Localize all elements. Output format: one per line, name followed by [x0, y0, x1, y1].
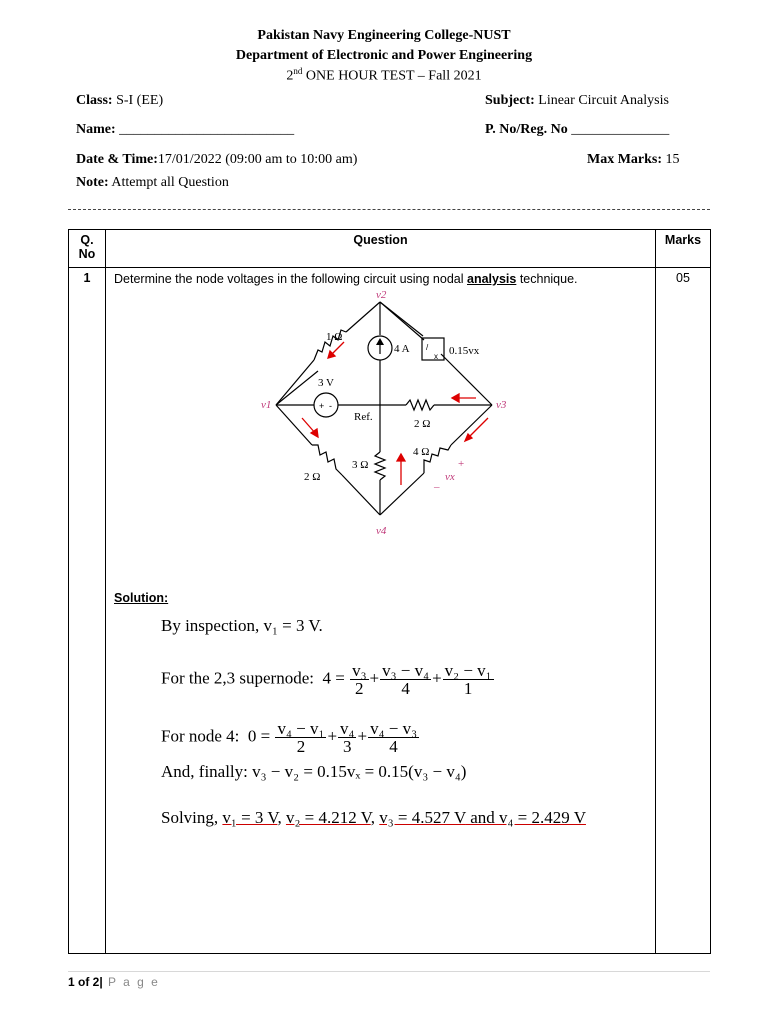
college-title: Pakistan Navy Engineering College-NUST	[257, 28, 511, 43]
col-header-qno: Q. No	[69, 230, 106, 268]
question-table	[68, 229, 711, 954]
svg-text:x: x	[434, 352, 438, 361]
label-3ohm: 3 Ω	[352, 459, 369, 471]
solution-line-1: By inspection, v₁ = 3 V.	[161, 616, 323, 635]
voltage-source-3v	[314, 393, 338, 417]
name-field: Name: _________________________	[76, 122, 295, 137]
label-dep-source: 0.15vx	[449, 345, 480, 357]
resistor-3ohm	[375, 452, 385, 480]
wire-v3-4ohm	[451, 405, 492, 445]
wire-4ohm-v4	[380, 473, 424, 515]
solution-line-3: For node 4: 0 = $\frac{\text{v₄ − v₁}}{2}$ + $\frac{\text{v₄}}{3}$ + $\frac{\text{v₄ − v₃}}{4}$	[161, 719, 418, 756]
label-v2: v2	[376, 290, 387, 301]
svg-text:/: /	[426, 343, 429, 352]
wire-v1-2ohm	[276, 405, 312, 445]
pno-field: P. No/Reg. No ______________	[485, 122, 670, 137]
solution-line-4: And, finally: v₃ − v₂ = 0.15vₓ = 0.15(v₃ − v₄)	[161, 762, 467, 781]
circuit-diagram	[256, 290, 526, 550]
label-vx-minus: –	[434, 481, 440, 493]
wire-2ohm-v4	[342, 475, 380, 515]
max-marks-field: Max Marks: 15	[587, 152, 680, 167]
label-vx: vx	[445, 471, 455, 483]
arrow-up-icon	[376, 338, 384, 345]
current-arrow-v3-v4	[468, 418, 488, 438]
svg-text:+: +	[319, 401, 325, 411]
separator-dashed	[68, 209, 710, 210]
row1-marks: 05	[656, 268, 711, 954]
label-ref: Ref.	[354, 411, 373, 423]
solution-line-5: Solving, v₁ = 3 V, v₂ = 4.212 V, v₃ = 4.527 V and v₄ = 2.429 V	[161, 808, 586, 827]
wire-v2-dep	[380, 302, 424, 340]
col-header-marks: Marks	[656, 230, 711, 268]
question-text: Determine the node voltages in the following circuit using nodal analysis technique.	[114, 272, 578, 286]
label-4ohm: 4 Ω	[413, 446, 430, 458]
label-2ohm-left: 2 Ω	[304, 471, 321, 483]
label-3v: 3 V	[318, 377, 334, 389]
wire-v2-1ohm	[346, 302, 380, 332]
class-field: Class: S-I (EE)	[76, 93, 164, 108]
row1-question	[106, 268, 656, 954]
label-v1: v1	[261, 399, 272, 411]
label-2ohm-right: 2 Ω	[414, 418, 431, 430]
label-vx-plus: +	[458, 458, 465, 470]
col-header-question: Question	[106, 230, 656, 268]
solution-line-2: For the 2,3 supernode: 4 = $\frac{\text{v₃}}{2}$ + $\frac{\text{v₃ − v₄}}{4}$ + $\frac{\text{v₂ − v₁}}{1}$	[161, 661, 492, 698]
row1-qno: 1	[69, 268, 106, 954]
solution-label: Solution:	[114, 591, 169, 605]
page-footer: 1 of 2| P a g e	[68, 975, 160, 989]
label-4a: 4 A	[394, 343, 410, 355]
subject-field: Subject: Linear Circuit Analysis	[485, 93, 669, 108]
note-field: Note: Attempt all Question	[76, 175, 229, 190]
department-title: Department of Electronic and Power Engineering	[235, 48, 533, 63]
wire-v1-1ohm	[276, 371, 318, 405]
test-title: 2nd ONE HOUR TEST – Fall 2021	[286, 66, 482, 84]
label-v4: v4	[376, 525, 387, 537]
footer-divider	[68, 971, 710, 972]
label-v3: v3	[496, 399, 507, 411]
svg-text:-: -	[329, 401, 332, 411]
resistor-2ohm-right	[406, 400, 434, 410]
label-1ohm: 1 Ω	[326, 331, 343, 343]
date-field: Date & Time:17/01/2022 (09:00 am to 10:00 am)	[76, 152, 358, 167]
